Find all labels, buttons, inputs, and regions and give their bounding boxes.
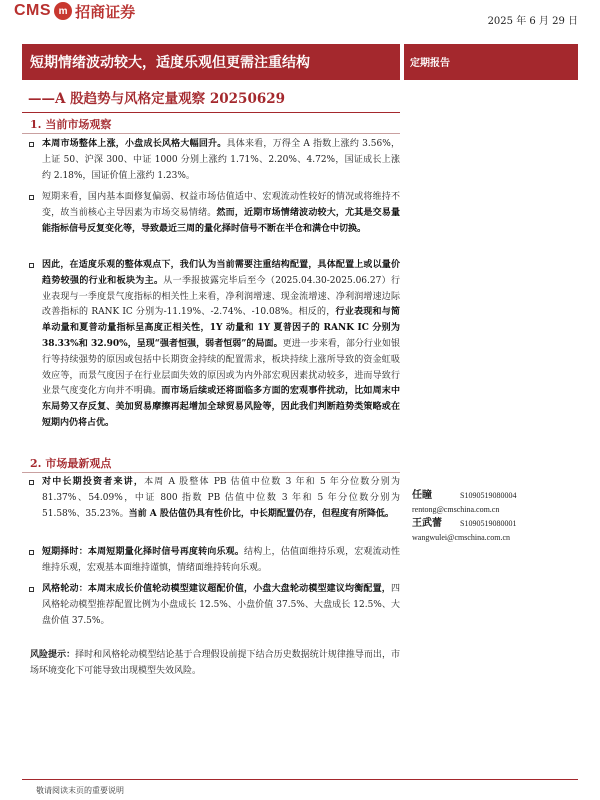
square-bullet-icon xyxy=(29,195,34,200)
logo-chinese: 招商证券 xyxy=(75,2,136,21)
analyst-certificate: S1090519080001 xyxy=(460,519,517,528)
section-heading-latest-views: 2. 市场最新观点 xyxy=(30,457,112,470)
page-header xyxy=(0,0,600,34)
section-heading-market-observation: 1. 当前市场观察 xyxy=(30,118,112,131)
analyst-email[interactable]: wangwulei@cmschina.com.cn xyxy=(412,533,511,542)
risk-text: 择时和风格轮动模型结论基于合理假设前提下结合历史数据统计规律推导而出，市场环境变化下可能导致出现模型失效风险。 xyxy=(30,650,400,676)
paragraph-timing xyxy=(30,545,400,577)
square-bullet-icon xyxy=(29,587,34,592)
company-logo xyxy=(14,0,135,22)
paragraph-text: 更进一步来看，部分行业如银行等持续强势的原因或包括中长期资金持续的配置需求，板块持续上涨所导致的资金虹吸效应等，而景气度因子在行业层面失效的原因或为内外部宏观因素扰动较多，进而导致行业景气度变化方向并不明确。 xyxy=(42,338,400,397)
risk-warning xyxy=(30,648,400,680)
title-banner xyxy=(22,44,400,80)
paragraph-emphasis: 而市场后续或还将面临多方面的宏观事件扰动，比如周末中东局势又存反复、美加贸易摩擦再起增加全球贸易风险等，因此我们判断趋势类策略或在短期内仍将占优。 xyxy=(42,386,400,428)
analyst-card xyxy=(412,486,582,514)
paragraph-short-term-sentiment xyxy=(30,190,400,237)
report-type-label: 定期报告 xyxy=(410,58,450,69)
report-type-banner xyxy=(404,44,578,80)
analyst-certificate: S1090519080004 xyxy=(460,491,517,500)
paragraph-valuation xyxy=(30,475,400,522)
square-bullet-icon xyxy=(29,142,34,147)
paragraph-market-overview xyxy=(30,137,400,184)
paragraph-lead: 对中长期投资者来讲， xyxy=(42,477,145,487)
report-date: 2025 年 6 月 29 日 xyxy=(487,16,578,27)
page-title: 短期情绪波动较大，适度乐观但更需注重结构 xyxy=(30,55,310,71)
title-divider xyxy=(22,112,400,113)
analyst-email[interactable]: rentong@cmschina.com.cn xyxy=(412,505,500,514)
risk-label: 风险提示： xyxy=(30,650,76,660)
square-bullet-icon xyxy=(29,263,34,268)
paragraph-emphasis: 当前 A 股估值仍具有性价比，中长期配置仍存，但程度有所降低。 xyxy=(128,508,394,519)
analyst-name: 王武蕾 xyxy=(412,518,442,529)
paragraph-style-rotation xyxy=(30,582,400,629)
square-bullet-icon xyxy=(29,480,34,485)
paragraph-lead: 风格轮动：本周末成长价值轮动模型建议超配价值，小盘大盘轮动模型建议均衡配置， xyxy=(42,584,391,594)
logo-latin: CMS xyxy=(14,2,52,19)
paragraph-text: 具体来看，万得全 A 指数上涨约 3.56%，上证 50、沪深 300、中证 1000 分别上涨约 1.71%、2.20%、4.72%，国证成长上涨约 2.18%，国证价值上涨约 1.23%。 xyxy=(42,139,400,181)
paragraph-emphasis: 行业表现和与简单动量和夏普动量指标呈高度正相关性，1Y 动量和 1Y 夏普因子的 RANK IC 分别为 38.33%和 32.90%，呈现“强者恒强，弱者恒弱”的局面。 xyxy=(42,307,400,349)
logo-mark-icon: m xyxy=(54,2,72,20)
paragraph-structure-allocation xyxy=(30,258,400,432)
analyst-name: 任瞳 xyxy=(412,490,432,501)
paragraph-text: 四风格轮动模型推荐配置比例为小盘成长 12.5%、小盘价值 37.5%、大盘成长 12.5%、大盘价值 37.5%。 xyxy=(42,584,400,626)
section-divider xyxy=(22,133,400,134)
paragraph-text: 从一季报披露完毕后至今（2025.04.30-2025.06.27）行业表现与一季度景气度指标的相关性上来看，净利润增速、现金流增速、净利润增速边际改善指标的 RANK IC 分别为-11.19%、-2.74%、-10.08%。相反的， xyxy=(42,275,400,318)
square-bullet-icon xyxy=(29,550,34,555)
paragraph-text: 短期来看，国内基本面修复偏弱、权益市场估值适中、宏观流动性较好的情况或将维持不变，故当前核心主导因素为市场交易情绪。 xyxy=(42,192,400,218)
paragraph-emphasis: 然而，近期市场情绪波动较大，尤其是交易量能指标信号反复变化等，导致最近三周的量化择时信号不断在半仓和满仓中切换。 xyxy=(42,207,400,234)
paragraph-lead: 本周市场整体上涨，小盘成长风格大幅回升。 xyxy=(42,139,227,149)
paragraph-text: 本周 A 股整体 PB 估值中位数 3 年和 5 年分位数分别为 81.37%、54.09%，中证 800 指数 PB 估值中位数 3 年和 5 年分位数分别为 51.58%、35.23%。 xyxy=(42,477,400,519)
page-subtitle: ——A 股趋势与风格定量观察 20250629 xyxy=(28,91,286,107)
paragraph-text: 结构上，估值面维持乐观，宏观流动性维持乐观，宏观基本面维持谨慎，情绪面维持转向乐观。 xyxy=(42,547,400,573)
paragraph-lead: 短期择时：本周短期量化择时信号再度转向乐观。 xyxy=(42,547,245,557)
analyst-card xyxy=(412,514,582,542)
paragraph-lead: 因此，在适度乐观的整体观点下，我们认为当前需要注重结构配置，具体配置上或以量价趋势较强的行业和板块为主。 xyxy=(42,260,400,286)
footer-divider xyxy=(22,779,578,780)
footer-disclaimer-note[interactable]: 敬请阅读末页的重要说明 xyxy=(36,786,124,795)
section-divider xyxy=(22,472,400,473)
